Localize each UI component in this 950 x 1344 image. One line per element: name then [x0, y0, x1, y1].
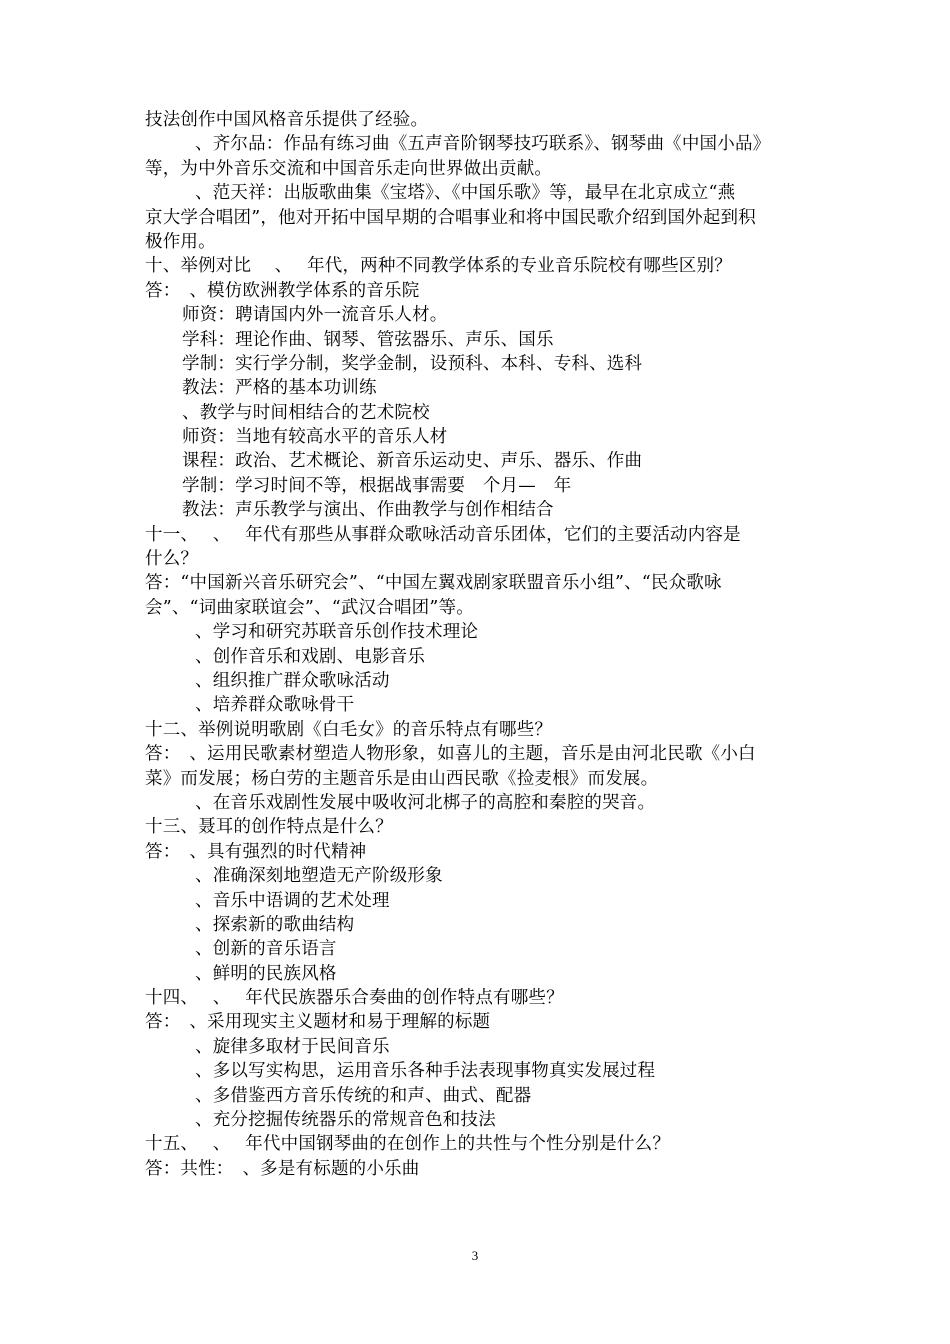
- text-line: 教法：声乐教学与演出、作曲教学与创作相结合: [182, 500, 554, 521]
- text-line: 学制：学习时间不等，根据战事需要 个月— 年: [182, 475, 572, 496]
- text-line: 、在音乐戏剧性发展中吸收河北梆子的高腔和秦腔的哭音。: [195, 792, 656, 813]
- text-line: 技法创作中国风格音乐提供了经验。: [145, 110, 429, 130]
- text-line: 学制：实行学分制，奖学金制，设预科、本科、专科、选科: [182, 353, 643, 374]
- text-line: 会”、“词曲家联谊会”、“武汉合唱团”等。: [145, 597, 474, 618]
- text-line: 、鲜明的民族风格: [195, 963, 337, 984]
- text-line: 、探索新的歌曲结构: [195, 914, 355, 935]
- text-line: 、多借鉴西方音乐传统的和声、曲式、配器: [195, 1085, 532, 1106]
- text-line: 、培养群众歌咏骨干: [195, 695, 355, 716]
- text-line: 、准确深刻地塑造无产阶级形象: [195, 866, 443, 887]
- text-line: 十二、举例说明歌剧《白毛女》的音乐特点有哪些？: [145, 719, 553, 740]
- text-line: 、多以写实构思，运用音乐各种手法表现事物真实发展过程: [195, 1061, 656, 1082]
- text-line: 答： 、模仿欧洲教学体系的音乐院: [145, 280, 420, 301]
- text-line: 课程：政治、艺术概论、新音乐运动史、声乐、器乐、作曲: [182, 451, 643, 472]
- text-line: 答：共性： 、多是有标题的小乐曲: [145, 1158, 420, 1179]
- text-line: 师资：当地有较高水平的音乐人材: [182, 427, 448, 448]
- text-line: 、学习和研究苏联音乐创作技术理论: [195, 622, 479, 643]
- text-line: 京大学合唱团”，他对开拓中国早期的合唱事业和将中国民歌介绍到国外起到积: [145, 207, 756, 228]
- text-line: 学科：理论作曲、钢琴、管弦器乐、声乐、国乐: [182, 329, 554, 350]
- text-line: 答： 、具有强烈的时代精神: [145, 841, 367, 862]
- text-line: 十一、 、 年代有那些从事群众歌咏活动音乐团体，它们的主要活动内容是: [145, 524, 741, 545]
- text-line: 菜》而发展；杨白劳的主题音乐是由山西民歌《捡麦根》而发展。: [145, 768, 659, 789]
- text-line: 、创作音乐和戏剧、电影音乐: [195, 646, 426, 667]
- text-line: 十三、聂耳的创作特点是什么？: [145, 817, 393, 838]
- text-line: 等，为中外音乐交流和中国音乐走向世界做出贡献。: [145, 158, 553, 179]
- text-line: 十四、 、 年代民族器乐合奏曲的创作特点有哪些？: [145, 988, 564, 1009]
- text-line: 答： 、采用现实主义题材和易于理解的标题: [145, 1012, 491, 1033]
- text-line: 极作用。: [145, 231, 216, 252]
- text-line: 答： 、运用民歌素材塑造人物形象，如喜儿的主题，音乐是由河北民歌《小白: [145, 744, 756, 765]
- text-line: 答：“中国新兴音乐研究会”、“中国左翼戏剧家联盟音乐小组”、“民众歌咏: [145, 573, 722, 594]
- document-body: [145, 108, 810, 1181]
- text-line: 、教学与时间相结合的艺术院校: [182, 402, 430, 423]
- text-line: 、创新的音乐语言: [195, 939, 337, 960]
- text-line: 、充分挖掘传统器乐的常规音色和技法: [195, 1110, 496, 1131]
- text-line: 、组织推广群众歌咏活动: [195, 670, 390, 691]
- text-line: 十、举例对比 、 年代，两种不同教学体系的专业音乐院校有哪些区别？: [145, 256, 732, 277]
- text-line: 、齐尔品：作品有练习曲《五声音阶钢琴技巧联系》、钢琴曲《中国小品》: [195, 134, 771, 155]
- text-line: 、范天祥：出版歌曲集《宝塔》、《中国乐歌》等，最早在北京成立“燕: [195, 183, 736, 204]
- text-line: 、旋律多取材于民间音乐: [195, 1036, 390, 1057]
- text-line: 师资：聘请国内外一流音乐人材。: [182, 305, 448, 326]
- text-line: 、音乐中语调的艺术处理: [195, 890, 390, 911]
- text-line: 教法：严格的基本功训练: [182, 378, 377, 399]
- text-line: 十五、 、 年代中国钢琴曲的在创作上的共性与个性分别是什么？: [145, 1134, 671, 1155]
- page-number: 3: [471, 1248, 479, 1263]
- text-line: 什么？: [145, 549, 199, 570]
